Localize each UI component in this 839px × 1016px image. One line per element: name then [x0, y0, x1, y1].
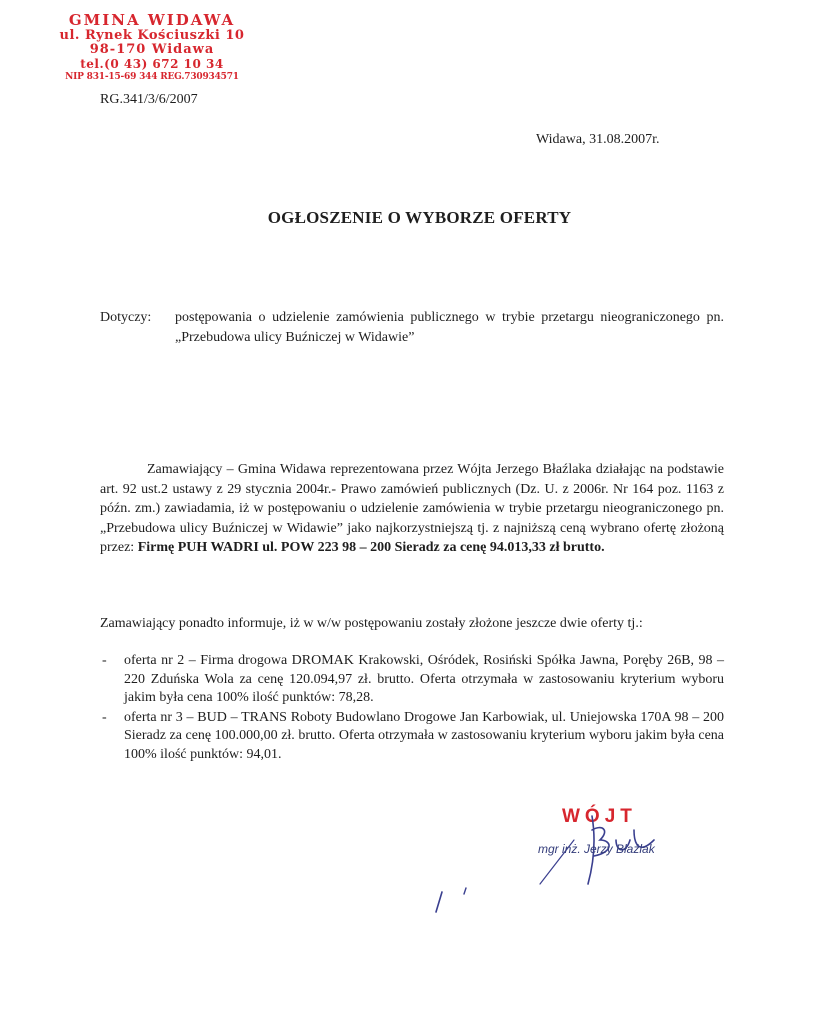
offer-text: oferta nr 2 – Firma drogowa DROMAK Krakowski, Ośródek, Rosiński Spółka Jawna, Poręby 26B, 98 – 220 Zduńska Wola za cenę 120.094,97 zł. brutto. Oferta otrzymała w zastosowaniu kryterium wyboru jakim była cena 100% ilość punktów: 78,28. — [124, 653, 724, 705]
subject-text: postępowania o udzielenie zamówienia publicznego w trybie przetargu nieograniczonego pn. „Przebudowa ulicy Buźniczej w Widawie” — [175, 310, 724, 345]
subject-block — [100, 308, 724, 348]
announcement-paragraph — [100, 460, 724, 558]
additional-info-paragraph: Zamawiający ponadto informuje, iż w w/w postępowaniu zostały złożone jeszcze dwie oferty tj.: — [100, 616, 643, 631]
stamp-line-nip: NIP 831-15-69 344 REG.730934571 — [65, 72, 239, 82]
office-stamp — [52, 12, 252, 83]
signature-title: WÓJT — [562, 806, 637, 827]
date-line: Widawa, 31.08.2007r. — [536, 132, 660, 147]
list-bullet: - — [102, 709, 107, 725]
document-title: OGŁOSZENIE O WYBORZE OFERTY — [267, 208, 572, 227]
subject-label: Dotyczy: — [100, 310, 152, 325]
list-item — [100, 652, 724, 708]
list-item — [100, 709, 724, 765]
stamp-line-phone: tel.(0 43) 672 10 34 — [80, 57, 224, 71]
pen-marks — [420, 878, 480, 918]
stamp-line-street: ul. Rynek Kościuszki 10 — [59, 28, 245, 43]
winning-offer-text: Firmę PUH WADRI ul. POW 223 98 – 200 Sieradz za cenę 94.013,33 zł brutto. — [137, 540, 605, 555]
stamp-line-postal: 98-170 Widawa — [89, 42, 215, 57]
stamp-line-municipality: GMINA WIDAWA — [68, 11, 236, 29]
reference-number: RG.341/3/6/2007 — [100, 92, 198, 107]
signatory-name: mgr inż. Jerzy Błaźlak — [538, 842, 655, 856]
list-bullet: - — [102, 653, 107, 668]
offers-list — [100, 652, 724, 765]
announcement-text: Zamawiający – Gmina Widawa reprezentowana przez Wójta Jerzego Błaźlaka działając na podstawie art. 92 ust.2 ustawy z 29 stycznia 2004r.- Prawo zamówień publicznych (Dz. U. z 2006r. Nr 164 poz. 1163 z późn. zm.) zawiadamia, iż w postępowaniu o udzielenie zamówienia w trybie przetargu nieograniczonego pn. „Przebudowa ulicy Buźniczej w Widawie” jako najkorzystniejszą tj. z najniższą ceną wybrano ofertę złożoną przez: — [100, 462, 724, 555]
offer-text: oferta nr 3 – BUD – TRANS Roboty Budowlano Drogowe Jan Karbowiak, ul. Uniejowska 170A 98 – 200 Sieradz za cenę 100.000,00 zł. brutto. Oferta otrzymała w zastosowaniu kryterium wyboru jakim była cena 100% ilość punktów: 94,01. — [124, 709, 724, 762]
